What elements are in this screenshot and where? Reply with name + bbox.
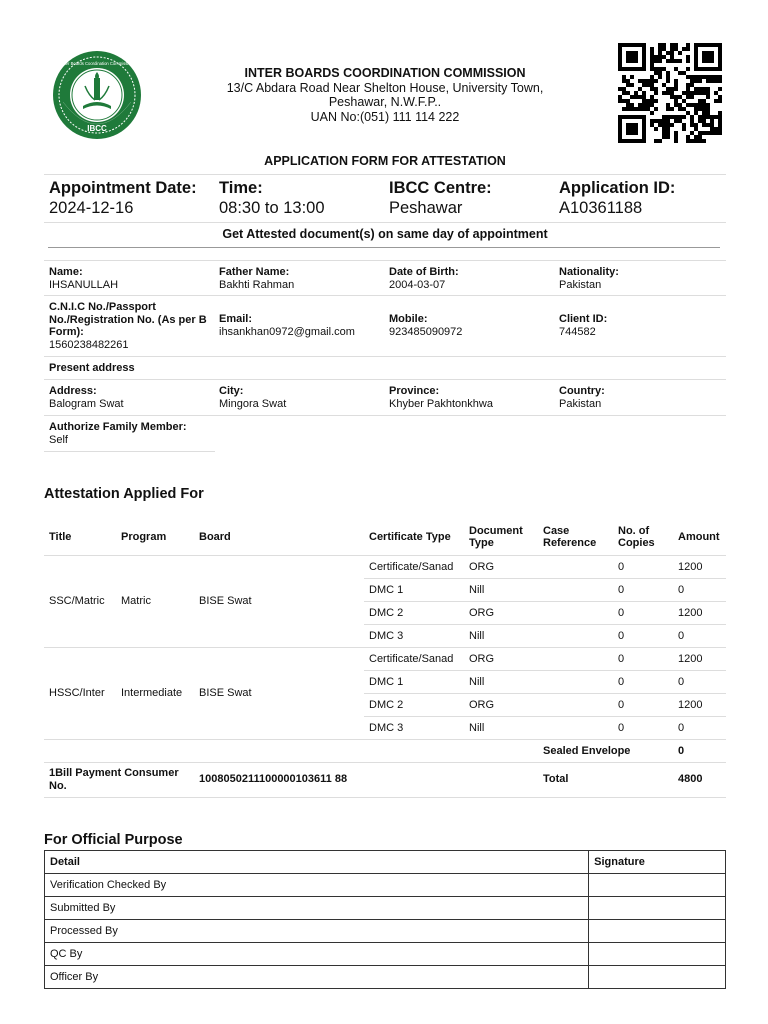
signature-cell: [589, 874, 726, 897]
copies: 0: [613, 716, 673, 739]
case-reference: [538, 601, 613, 624]
table-row: [44, 555, 726, 578]
group-title: SSC/Matric: [44, 555, 116, 647]
same-day-note: Get Attested document(s) on same day of appointment: [222, 227, 548, 241]
table-row: [45, 897, 726, 920]
email-value: ihsankhan0972@gmail.com: [219, 325, 355, 338]
email-field: [219, 313, 384, 338]
table-row: [44, 647, 726, 670]
nationality-value: Pakistan: [559, 278, 602, 291]
ibcc-centre-value: Peshawar: [389, 199, 463, 217]
client-id-field: [559, 313, 724, 338]
case-reference: [538, 578, 613, 601]
appointment-strip: [44, 174, 726, 223]
address-label: Address:: [49, 385, 97, 397]
column-header: Title: [44, 520, 116, 555]
amount: 1200: [673, 647, 726, 670]
document-type: ORG: [464, 693, 538, 716]
amount: 0: [673, 716, 726, 739]
country-field: [559, 385, 719, 410]
certificate-type: DMC 3: [364, 624, 464, 647]
address-line-1: 13/C Abdara Road Near Shelton House, University Town,: [226, 81, 544, 95]
detail-cell: QC By: [45, 943, 589, 966]
amount: 0: [673, 578, 726, 601]
certificate-type: DMC 1: [364, 578, 464, 601]
column-header: Document Type: [464, 520, 538, 555]
application-id-value: A10361188: [559, 199, 643, 217]
province-label: Province:: [389, 385, 440, 397]
detail-cell: Processed By: [45, 920, 589, 943]
amount: 1200: [673, 601, 726, 624]
city-label: City:: [219, 385, 244, 397]
appointment-time-value: 08:30 to 13:00: [219, 199, 325, 217]
certificate-type: Certificate/Sanad: [364, 555, 464, 578]
present-address-heading: Present address: [49, 362, 135, 374]
logo-ring-text: Inter Boards Coordination Commission: [61, 61, 133, 66]
group-title: HSSC/Inter: [44, 647, 116, 739]
ibcc-logo: [49, 50, 145, 140]
bill-total-row: [44, 762, 726, 797]
personal-row: [44, 296, 726, 357]
document-type: Nill: [464, 624, 538, 647]
certificate-type: DMC 2: [364, 601, 464, 624]
total-label: Total: [538, 762, 673, 797]
org-name: INTER BOARDS COORDINATION COMMISSION: [244, 66, 526, 80]
column-header: Case Reference: [538, 520, 613, 555]
certificate-type: DMC 1: [364, 670, 464, 693]
application-id: [559, 178, 675, 218]
amount: 0: [673, 624, 726, 647]
copies: 0: [613, 670, 673, 693]
cnic-value: 1560238482261: [49, 338, 129, 351]
bill-payment-number: 1008050211100000103611 88: [194, 762, 538, 797]
case-reference: [538, 670, 613, 693]
detail-cell: Officer By: [45, 966, 589, 989]
table-row: [45, 920, 726, 943]
name-value: IHSANULLAH: [49, 278, 119, 291]
table-header-row: [44, 520, 726, 555]
table-row: [45, 943, 726, 966]
attestation-table: [44, 520, 726, 798]
empty-cell: [44, 739, 538, 762]
column-header: No. of Copies: [613, 520, 673, 555]
nationality-field: [559, 266, 719, 291]
certificate-type: DMC 2: [364, 693, 464, 716]
copies: 0: [613, 601, 673, 624]
document-type: Nill: [464, 578, 538, 601]
dob-label: Date of Birth:: [389, 266, 459, 278]
client-id-value: 744582: [559, 325, 596, 338]
email-label: Email:: [219, 313, 253, 325]
table-header-row: [45, 851, 726, 874]
country-value: Pakistan: [559, 397, 602, 410]
amount: 0: [673, 670, 726, 693]
attestation-heading: Attestation Applied For: [44, 486, 204, 502]
nationality-label: Nationality:: [559, 266, 619, 278]
copies: 0: [613, 555, 673, 578]
group-board: BISE Swat: [194, 647, 364, 739]
family-member-value: Self: [49, 433, 68, 446]
application-id-label: Application ID:: [559, 179, 676, 197]
province-field: [389, 385, 549, 410]
copies: 0: [613, 693, 673, 716]
qr-code: [618, 43, 722, 143]
group-program: Intermediate: [116, 647, 194, 739]
dob-value: 2004-03-07: [389, 278, 446, 291]
ibcc-centre: [389, 178, 492, 218]
case-reference: [538, 555, 613, 578]
certificate-type: Certificate/Sanad: [364, 647, 464, 670]
document-type: ORG: [464, 601, 538, 624]
mobile-value: 923485090972: [389, 325, 463, 338]
family-member-field: [49, 421, 214, 446]
city-field: [219, 385, 379, 410]
case-reference: [538, 693, 613, 716]
sealed-envelope-label: Sealed Envelope: [538, 739, 673, 762]
copies: 0: [613, 624, 673, 647]
address-line-2: Peshawar, N.W.F.P..: [328, 95, 442, 109]
group-board: BISE Swat: [194, 555, 364, 647]
appointment-date: [49, 178, 197, 218]
column-header: Amount: [673, 520, 726, 555]
official-table: [44, 850, 726, 989]
client-id-label: Client ID:: [559, 313, 608, 325]
signature-header: Signature: [589, 851, 726, 874]
province-value: Khyber Pakhtonkhwa: [389, 397, 493, 410]
detail-cell: Verification Checked By: [45, 874, 589, 897]
ibcc-centre-label: IBCC Centre:: [389, 179, 492, 197]
city-value: Mingora Swat: [219, 397, 287, 410]
name-label: Name:: [49, 266, 83, 278]
signature-cell: [589, 943, 726, 966]
table-row: [45, 874, 726, 897]
family-member-row: [44, 416, 215, 452]
document-type: Nill: [464, 670, 538, 693]
present-address-row: [44, 357, 726, 380]
sealed-envelope-row: [44, 739, 726, 762]
country-label: Country:: [559, 385, 605, 397]
case-reference: [538, 647, 613, 670]
appointment-time-label: Time:: [219, 179, 263, 197]
total-value: 4800: [673, 762, 726, 797]
logo-caption: IBCC: [87, 124, 107, 133]
address-field: [49, 385, 209, 410]
father-name-value: Bakhti Rahman: [219, 278, 295, 291]
document-type: ORG: [464, 555, 538, 578]
bill-payment-label: 1Bill Payment Consumer No.: [44, 762, 194, 797]
father-name-label: Father Name:: [219, 266, 290, 278]
amount: 1200: [673, 555, 726, 578]
signature-cell: [589, 920, 726, 943]
column-header: Certificate Type: [364, 520, 464, 555]
table-row: [45, 966, 726, 989]
column-header: Program: [116, 520, 194, 555]
document-type: ORG: [464, 647, 538, 670]
copies: 0: [613, 647, 673, 670]
detail-cell: Submitted By: [45, 897, 589, 920]
father-name-field: [219, 266, 379, 291]
amount: 1200: [673, 693, 726, 716]
column-header: Board: [194, 520, 364, 555]
document-type: Nill: [464, 716, 538, 739]
mobile-field: [389, 313, 554, 338]
appointment-date-value: 2024-12-16: [49, 199, 134, 217]
divider: [48, 247, 720, 248]
signature-cell: [589, 966, 726, 989]
appointment-time: [219, 178, 325, 218]
case-reference: [538, 716, 613, 739]
dob-field: [389, 266, 549, 291]
certificate-type: DMC 3: [364, 716, 464, 739]
detail-header: Detail: [45, 851, 589, 874]
address-value: Balogram Swat: [49, 397, 124, 410]
cnic-field: [49, 301, 214, 351]
signature-cell: [589, 897, 726, 920]
case-reference: [538, 624, 613, 647]
official-heading: For Official Purpose: [44, 832, 183, 848]
name-field: [49, 266, 209, 291]
sealed-envelope-value: 0: [673, 739, 726, 762]
form-title: APPLICATION FORM FOR ATTESTATION: [264, 154, 506, 168]
address-row: [44, 380, 726, 416]
appointment-date-label: Appointment Date:: [49, 179, 197, 197]
copies: 0: [613, 578, 673, 601]
mobile-label: Mobile:: [389, 313, 428, 325]
uan-number: UAN No:(051) 111 114 222: [310, 110, 460, 124]
personal-row: [44, 260, 726, 296]
cnic-label: C.N.I.C No./Passport No./Registration No. (As per B Form):: [49, 301, 207, 338]
family-member-label: Authorize Family Member:: [49, 421, 187, 433]
group-program: Matric: [116, 555, 194, 647]
